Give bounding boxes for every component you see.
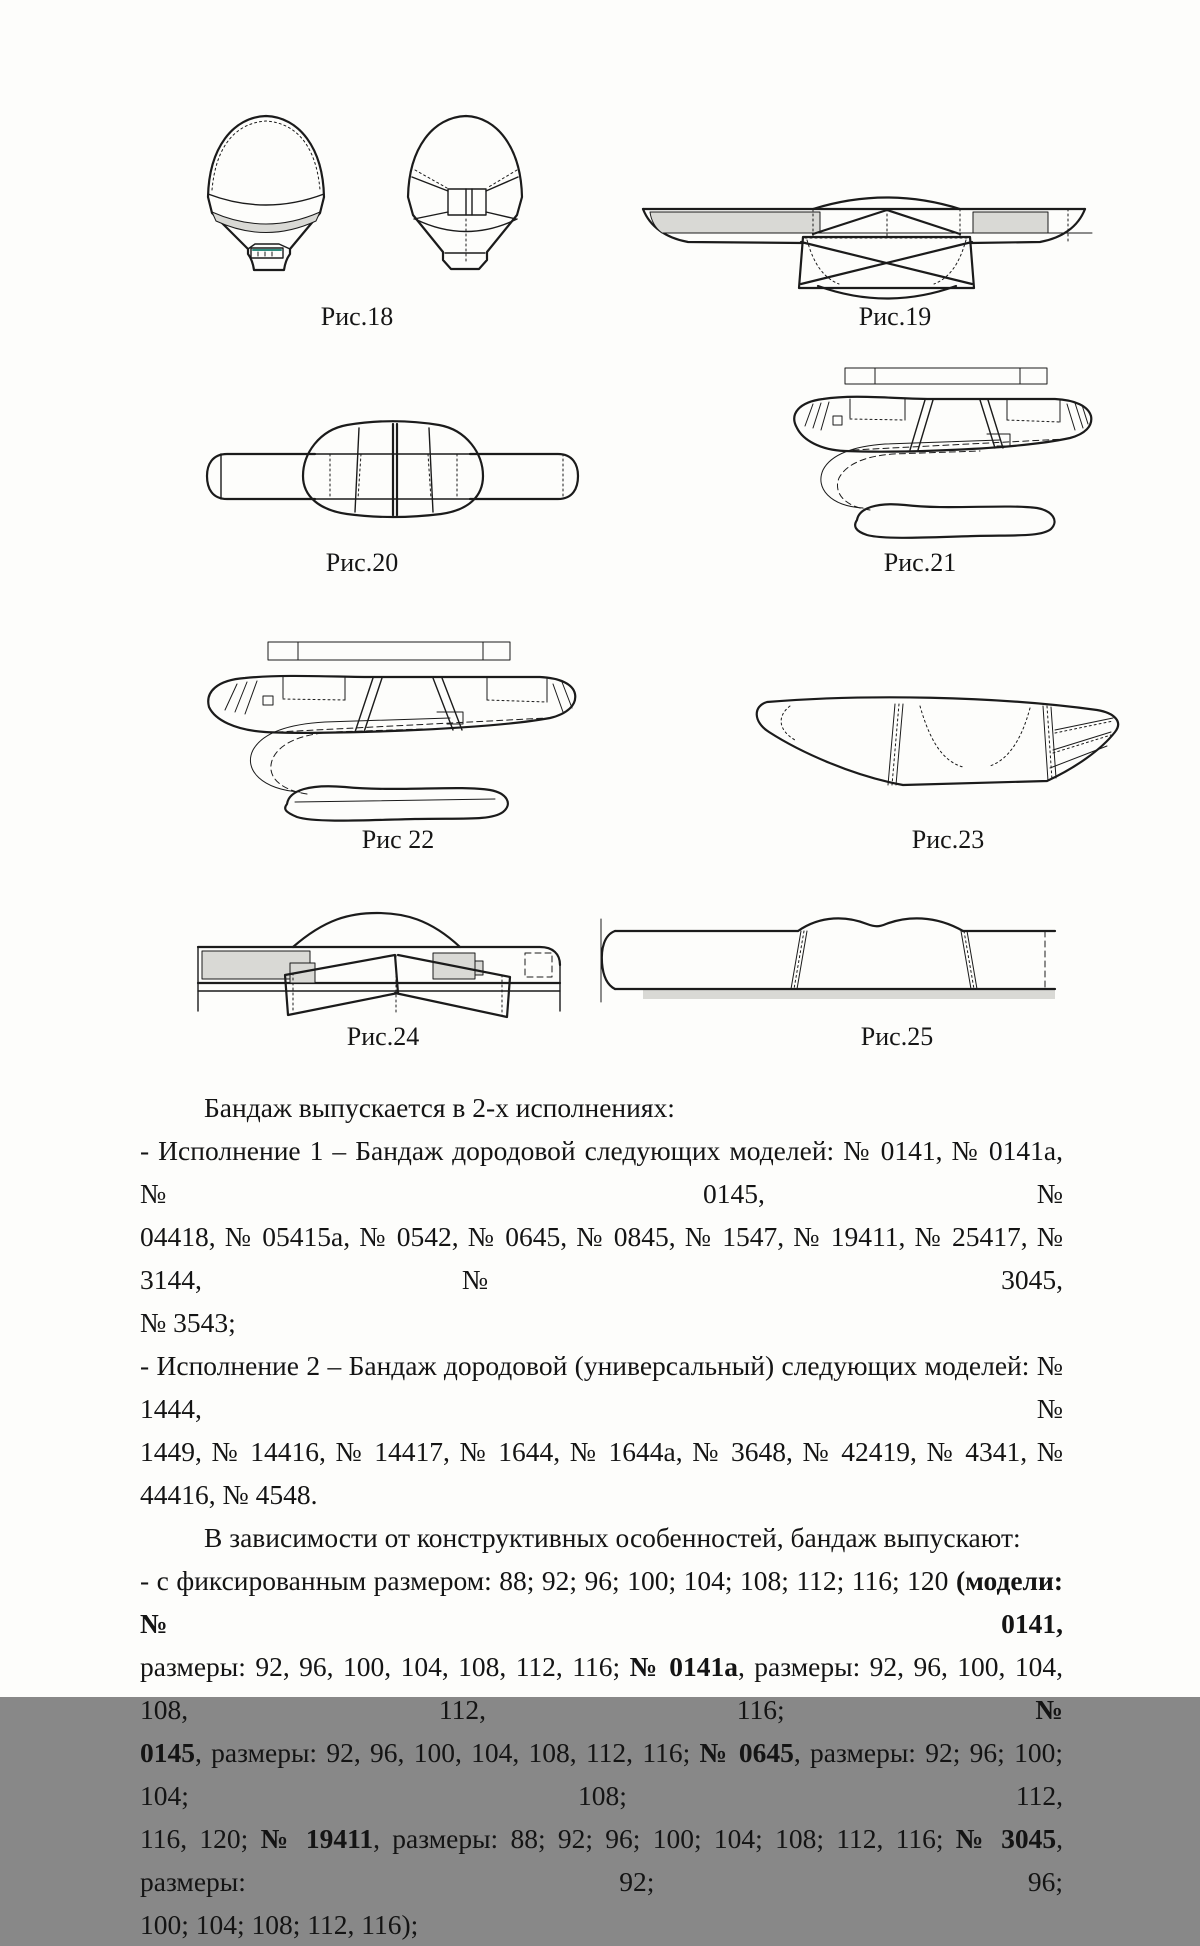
text-run: - с фиксированным размером: 88; 92; 96; 100; 104; 108; 112; 116; 120 — [140, 1565, 956, 1596]
figure-24-caption: Рис.24 — [346, 1022, 420, 1051]
bold-text-run: (модели: № 0141, — [140, 1565, 1063, 1639]
figure-21-drawing — [775, 358, 1095, 543]
thin-strap — [845, 368, 1047, 384]
figure-25-caption: Рис.25 — [860, 1022, 934, 1051]
figure-22-caption: Рис 22 — [361, 825, 435, 854]
brief-front-view — [208, 116, 324, 270]
text-line — [140, 1430, 1063, 1516]
text-line — [140, 1903, 1063, 1946]
text-line — [140, 1344, 1063, 1430]
brief-back-view — [408, 116, 522, 269]
bold-text-run: № 19411 — [260, 1823, 374, 1854]
text-line — [140, 1129, 1063, 1215]
bold-text-run: № 0645 — [699, 1737, 794, 1768]
loop-strap — [821, 434, 1010, 510]
figure-24-drawing — [190, 905, 565, 1015]
text-run: - Исполнение 1 – Бандаж дородовой следующих моделей: № 0141, № 0141а, № 0145, № — [140, 1135, 1063, 1209]
text-run: - Исполнение 2 – Бандаж дородовой (универсальный) следующих моделей: № 1444, № — [140, 1350, 1063, 1424]
body-text — [140, 1086, 1063, 1946]
text-run: размеры: 92, 96, 100, 104, 108, 112, 116; — [140, 1651, 630, 1682]
tapered-belt — [757, 697, 1118, 785]
figure-25-drawing — [595, 905, 1055, 1005]
text-line — [140, 1516, 1063, 1559]
text-run: , размеры: 92, 96, 100, 104, 108, 112, 116; — [195, 1737, 700, 1768]
belt-body — [208, 676, 575, 733]
figure-22-drawing — [195, 632, 590, 827]
text-line — [140, 1817, 1063, 1903]
text-run: В зависимости от конструктивных особенностей, бандаж выпускают: — [204, 1522, 1021, 1553]
text-line — [140, 1731, 1063, 1817]
pad — [285, 786, 508, 820]
figure-18-caption: Рис.18 — [320, 302, 394, 331]
text-run: , размеры: 88; 92; 96; 100; 104; 108; 112, 116; — [373, 1823, 956, 1854]
text-line — [140, 1645, 1063, 1731]
figure-19-caption: Рис.19 — [858, 302, 932, 331]
thin-strap — [268, 642, 510, 660]
text-run: 04418, № 05415а, № 0542, № 0645, № 0845, № 1547, № 19411, № 25417, № 3144, № 3045, — [140, 1221, 1063, 1295]
text-run: , размеры: 92; 96; — [140, 1823, 1063, 1897]
text-run: 100; 104; 108; 112, 116); — [140, 1909, 419, 1940]
bold-text-run: 0145 — [140, 1737, 195, 1768]
belt-body — [794, 397, 1091, 452]
bold-text-run: № 0141а — [629, 1651, 738, 1682]
bold-text-run: № — [1035, 1694, 1063, 1725]
text-line — [140, 1559, 1063, 1645]
text-line — [140, 1086, 1063, 1129]
long-belt — [601, 918, 1055, 1002]
text-run: Бандаж выпускается в 2-х исполнениях: — [204, 1092, 675, 1123]
figure-20-caption: Рис.20 — [325, 548, 399, 577]
belt-band — [198, 947, 560, 1011]
bold-text-run: № 3045 — [955, 1823, 1057, 1854]
text-run: 116, 120; — [140, 1823, 261, 1854]
figure-21-caption: Рис.21 — [883, 548, 957, 577]
dome-insert — [293, 913, 460, 947]
center-panel — [303, 421, 483, 517]
text-run: № 3543; — [140, 1307, 236, 1338]
text-line — [140, 1301, 1063, 1344]
figure-18-drawing — [195, 100, 535, 290]
text-run: , размеры: 92; 96; 100; 104; 108; 112, — [140, 1737, 1063, 1811]
text-line — [140, 1215, 1063, 1301]
text-run: , размеры: 92, 96, 100, 104, 108, 112, 116; — [140, 1651, 1063, 1725]
center-cross-section — [799, 198, 974, 299]
pad — [855, 504, 1054, 538]
figure-20-drawing — [195, 412, 590, 527]
figure-19-drawing — [640, 180, 1095, 315]
text-run: 1449, № 14416, № 14417, № 1644, № 1644а, № 3648, № 42419, № 4341, № 44416, № 4548. — [140, 1436, 1063, 1510]
figure-23-caption: Рис.23 — [911, 825, 985, 854]
figure-23-drawing — [745, 690, 1130, 805]
